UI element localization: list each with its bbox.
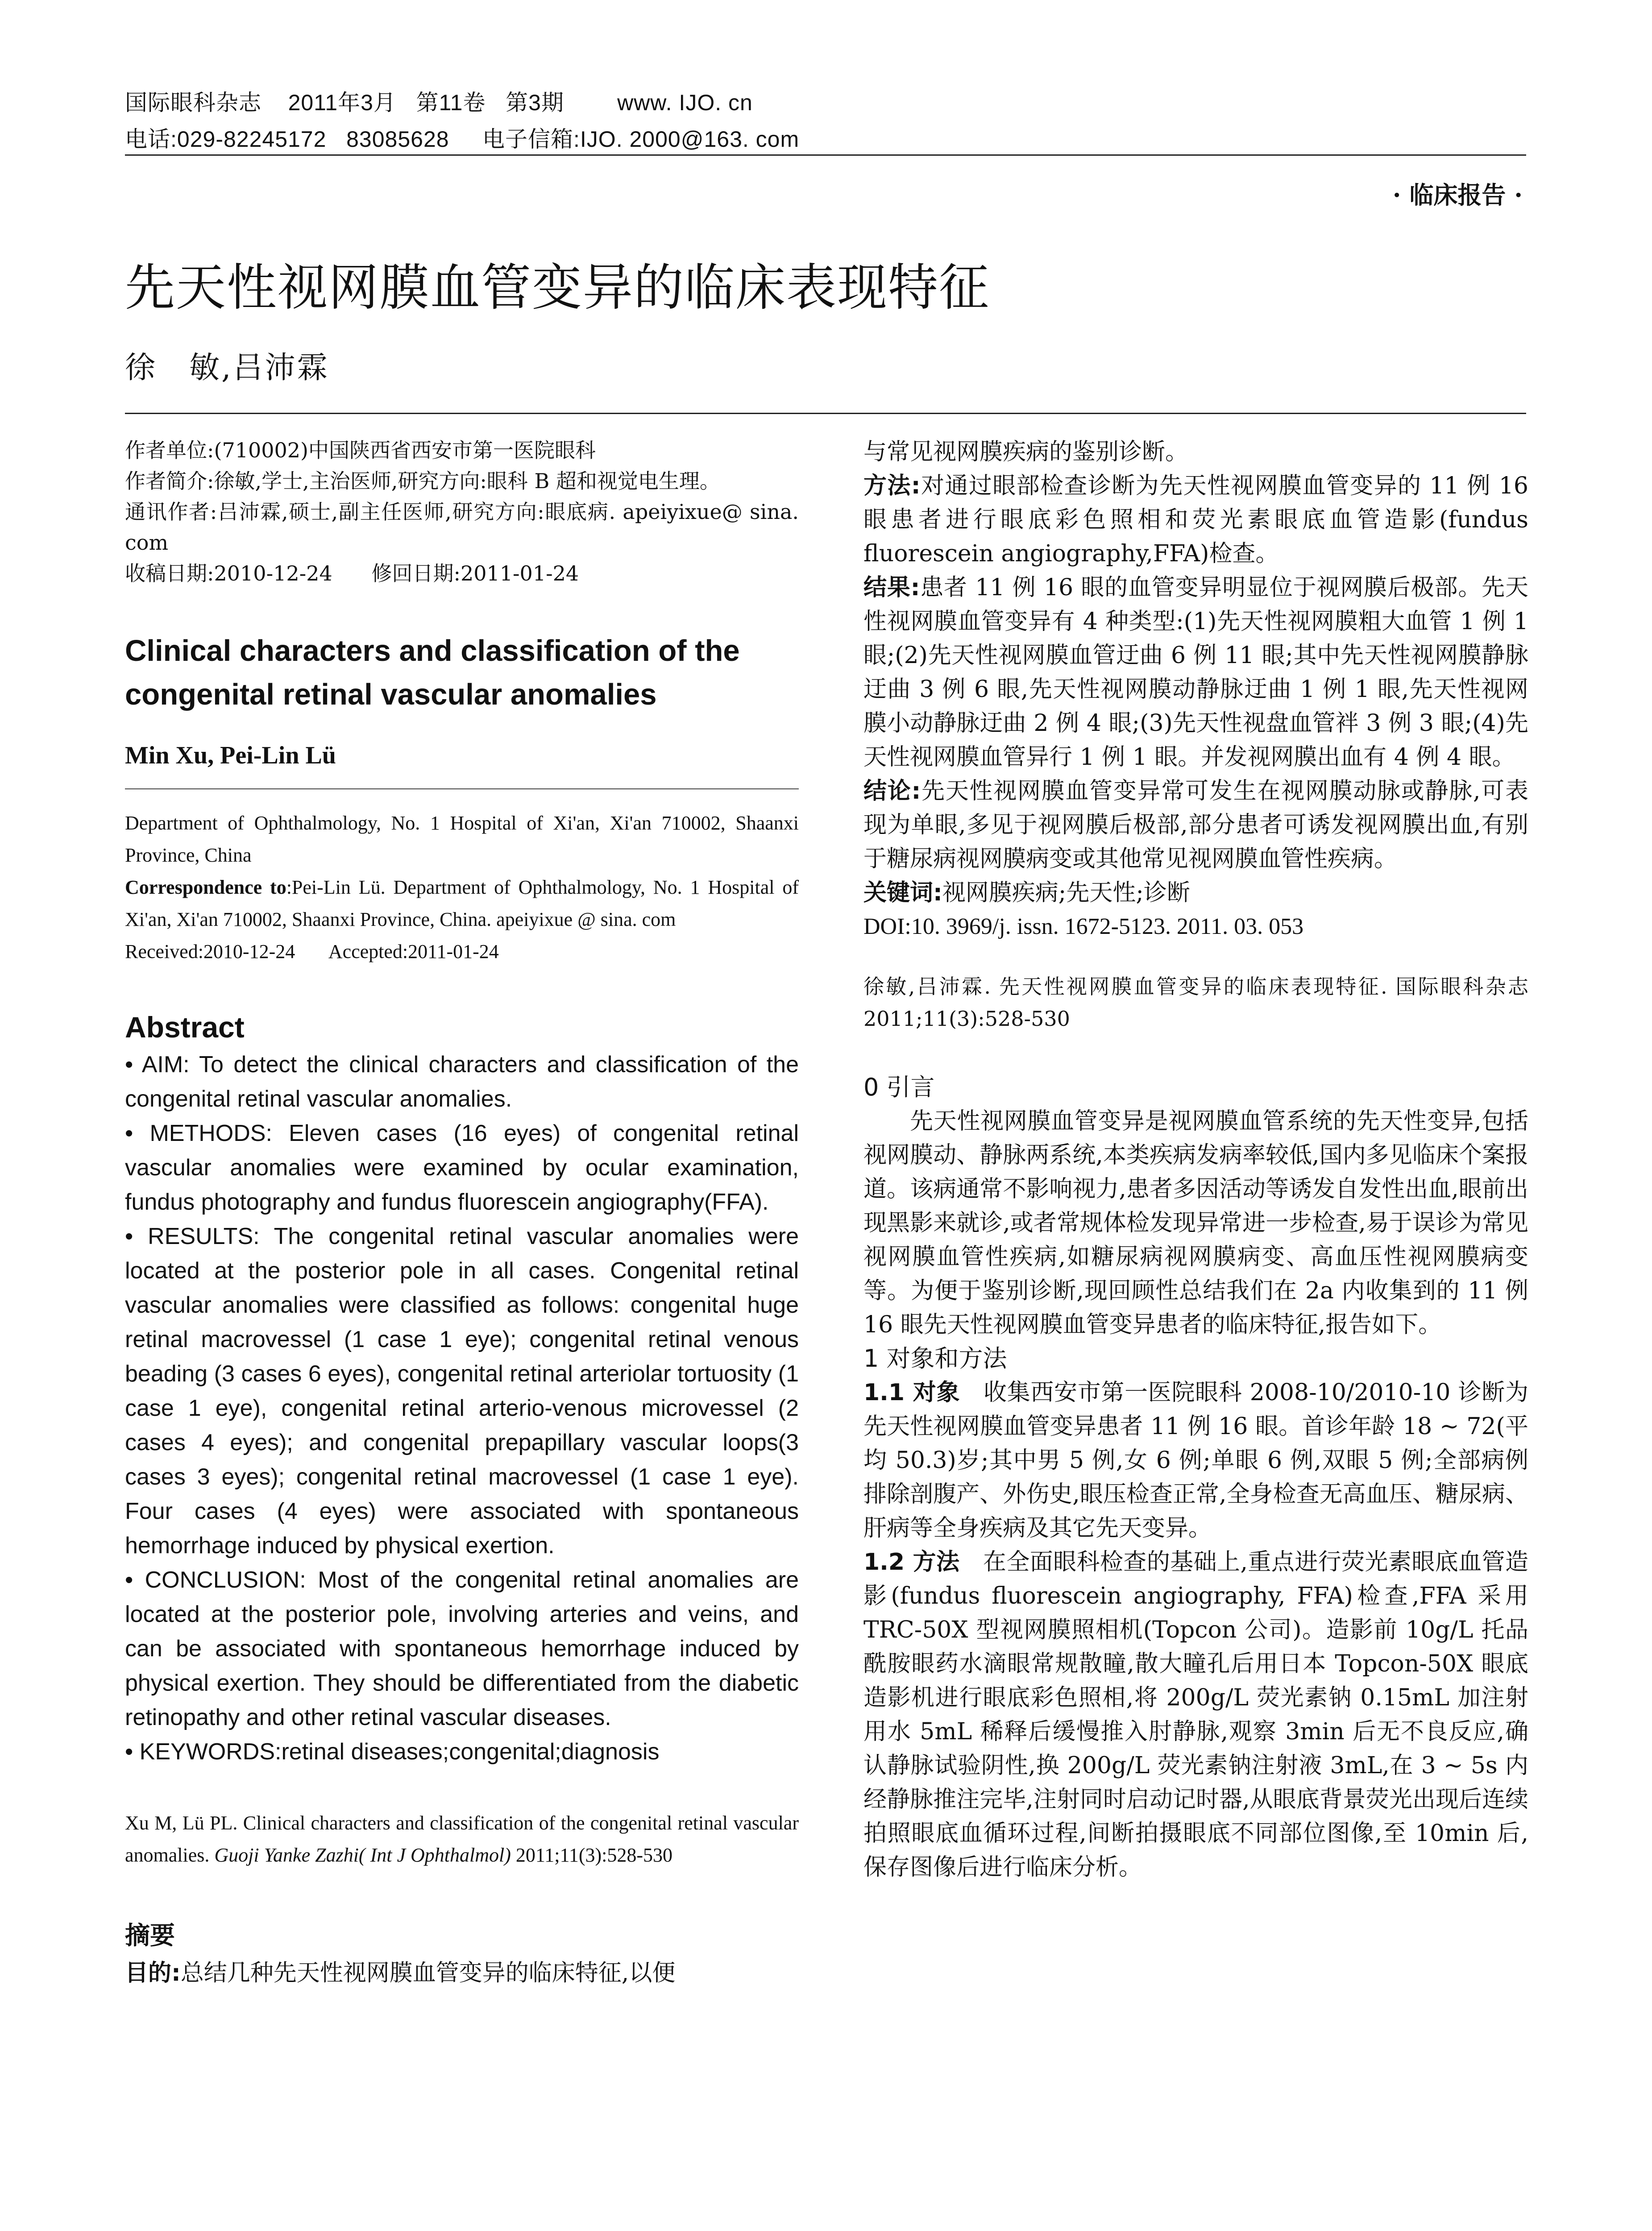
abstract-aim: • AIM: To detect the clinical characters and classification of the congenital retinal vascular anomalies.: [125, 1052, 799, 1112]
abstract-results: • RESULTS: The congenital retinal vascular anomalies were located at the posterior pole in all cases. Congenital retinal vascular anomalies were classified as follows: congenital huge retinal macrovessel (1 case 1 eye); congenital retinal venous beading (3 cases 6 eyes), congenital retinal arteriolar tortuosity (1 case 1 eye), congenital retinal arterio-venous microvessel (2 cases 4 eyes); and congenital prepapillary vascular loops(3 cases 3 eyes); congenital retinal macrovessel (1 case 1 eye). Four cases (4 eyes) were associated with spontaneous hemorrhage induced by physical exertion.: [125, 1223, 799, 1559]
correspondence-cn: 通讯作者:吕沛霖,硕士,副主任医师,研究方向:眼底病. apeiyixue@ sina. com: [125, 500, 799, 555]
keywords-cn-text: 视网膜疾病;先天性;诊断: [942, 879, 1190, 906]
section-1-1-text: 收集西安市第一医院眼科 2008-10/2010-10 诊断为先天性视网膜血管变异患者 11 例 16 眼。首诊年龄 18 ~ 72(平均 50.3)岁;其中男 5 例,女 6 例;单眼 6 例,双眼 5 例;全部病例排除剖腹产、外伤史,眼压检查正常,全身检查无高血压、糖尿病、肝病等全身疾病及其它先天变异。: [863, 1379, 1528, 1542]
zhaiyao-heading: 摘要: [125, 1921, 175, 1950]
jieguo-label: 结果:: [863, 574, 920, 601]
abstract-conclusion: • CONCLUSION: Most of the congenital retinal anomalies are located at the posterior pole, involving arteries and veins, and can be associated with spontaneous hemorrhage induced by physical exertion. They should be differentiated from the diabetic retinopathy and other retinal vascular diseases.: [125, 1567, 799, 1730]
citation-en-journal: Guoji Yanke Zazhi( Int J Ophthalmol): [214, 1844, 511, 1866]
section-1-2-text: 在全面眼科检查的基础上,重点进行荧光素眼底血管造影(fundus fluorescein angiography, FFA)检查,FFA 采用 TRC-50X 型视网膜照相机(Topcon 公司)。造影前 10g/L 托品酰胺眼药水滴眼常规散瞳,散大瞳孔后用日本 Topcon-50X 眼底造影机进行眼底彩色照相,将 200g/L 荧光素钠 0.15mL 加注射用水 5mL 稀释后缓慢推入肘静脉,观察 3min 后无不良反应,确认静脉试验阴性,换 200g/L 荧光素钠注射液 3mL,在 3 ~ 5s 内经静脉推注完毕,注射同时启动记时器,从眼底背景荧光出现后连续拍照眼底血循环过程,间断拍摄眼底不同部位图像,至 10min 后,保存图像后进行临床分析。: [863, 1549, 1529, 1881]
abstract-methods: • METHODS: Eleven cases (16 eyes) of congenital retinal vascular anomalies were examined by ocular examination, fundus photography and fundus fluorescein angiography(FFA).: [125, 1120, 799, 1215]
jieguo-text: 患者 11 例 16 眼的血管变异明显位于视网膜后极部。先天性视网膜血管变异有 4 种类型:(1)先天性视网膜粗大血管 1 例 1 眼;(2)先天性视网膜血管迂曲 6 例 11 眼;其中先天性视网膜静脉迂曲 3 例 6 眼,先天性视网膜动静脉迂曲 1 例 1 眼,先天性视网膜小动静脉迂曲 2 例 4 眼;(3)先天性视盘血管袢 3 例 3 眼;(4)先天性视网膜血管异行 1 例 1 眼。并发视网膜出血有 4 例 4 眼。: [863, 574, 1528, 771]
jielun-text: 先天性视网膜血管变异常可发生在视网膜动脉或静脉,可表现为单眼,多见于视网膜后极部,部分患者可诱发视网膜出血,有别于糖尿病视网膜病变或其他常见视网膜血管性疾病。: [863, 778, 1529, 872]
section-label: · 临床报告 ·: [1392, 181, 1523, 209]
author-info-en: [125, 807, 799, 968]
correspondence-label-en: Correspondence to: [125, 876, 286, 898]
mudi-paragraph: [125, 1956, 799, 1990]
section-0-heading: 0 引言: [863, 1073, 935, 1101]
left-column: [125, 435, 799, 1990]
fangfa-label: 方法:: [863, 473, 921, 499]
citation-en: [125, 1807, 799, 1871]
jielun-label: 结论:: [863, 778, 921, 804]
fangfa-text: 对通过眼部检查诊断为先天性视网膜血管变异的 11 例 16 眼患者进行眼底彩色照相和荧光素眼底血管造影(fundus fluorescein angiography,FFA)检查。: [863, 473, 1528, 567]
section-1-2: [863, 1545, 1528, 1884]
section-1-heading: 1 对象和方法: [863, 1344, 1007, 1373]
affiliation-cn: 作者单位:(710002)中国陕西省西安市第一医院眼科: [125, 438, 596, 462]
mudi-text: 总结几种先天性视网膜血管变异的临床特征,以便: [180, 1960, 676, 1986]
correspondence-en: :Pei-Lin Lü. Department of Ophthalmology, No. 1 Hospital of Xi'an, Xi'an 710002, Shaanxi Province, China. apeiyixue @ sina. com: [125, 876, 799, 930]
title-rule: [125, 413, 1526, 414]
journal-header-line1: 国际眼科杂志 2011年3月 第11卷 第3期 www. IJO. cn: [125, 90, 753, 115]
bio-cn: 作者简介:徐敏,学士,主治医师,研究方向:眼科 B 超和视觉电生理。: [125, 469, 720, 493]
abstract-cn: [863, 435, 1528, 944]
journal-header-line2: 电话:029-82245172 83085628 电子信箱:IJO. 2000@163. com: [125, 127, 800, 152]
abstract-keywords: • KEYWORDS:retinal diseases;congenital;diagnosis: [125, 1739, 660, 1765]
doi: DOI:10. 3969/j. issn. 1672-5123. 2011. 03. 053: [863, 914, 1304, 939]
keywords-cn-label: 关键词:: [863, 879, 942, 906]
dept-en: Department of Ophthalmology, No. 1 Hospital of Xi'an, Xi'an 710002, Shaanxi Province, China: [125, 812, 799, 866]
section-1-1: [863, 1376, 1528, 1545]
citation-cn: 徐敏,吕沛霖. 先天性视网膜血管变异的临床表现特征. 国际眼科杂志 2011;11(3):528-530: [863, 975, 1528, 1031]
section-1-1-label: 1.1 对象: [863, 1379, 960, 1406]
right-column: [863, 435, 1528, 1884]
article-authors: 徐 敏,吕沛霖: [125, 350, 329, 386]
citation-en-part1: Xu M, Lü PL. Clinical characters and classification of the congenital retinal vascular anomalies.: [125, 1812, 799, 1866]
section-0-text: 先天性视网膜血管变异是视网膜血管系统的先天性变异,包括视网膜动、静脉两系统,本类疾病发病率较低,国内多见临床个案报道。该病通常不影响视力,患者多因活动等诱发自发性出血,眼前出现黑影来就诊,或者常规体检发现异常进一步检查,易于误诊为常见视网膜血管性疾病,如糖尿病视网膜病变、高血压性视网膜病变等。为便于鉴别诊断,现回顾性总结我们在 2a 内收集到的 11 例 16 眼先天性视网膜血管变异患者的临床特征,报告如下。: [863, 1108, 1528, 1338]
abstract-heading: Abstract: [125, 1011, 245, 1044]
abstract-cn-continuation: 与常见视网膜疾病的鉴别诊断。: [863, 439, 1189, 465]
dates-cn: 收稿日期:2010-12-24 修回日期:2011-01-24: [125, 561, 579, 585]
mudi-label: 目的:: [125, 1960, 181, 1986]
authors-en: Min Xu, Pei-Lin Lü: [125, 742, 336, 769]
article-title: 先天性视网膜血管变异的临床表现特征: [125, 259, 990, 317]
header-rule: [125, 154, 1526, 156]
dates-en: Received:2010-12-24 Accepted:2011-01-24: [125, 941, 499, 962]
author-info-cn: [125, 435, 799, 589]
authors-rule: [125, 788, 799, 789]
section-1-2-label: 1.2 方法: [863, 1549, 960, 1576]
abstract-en: [125, 1048, 799, 1769]
citation-en-part2: 2011;11(3):528-530: [511, 1844, 672, 1866]
title-en: Clinical characters and classification of the congenital retinal vascular anomalies: [125, 634, 740, 711]
